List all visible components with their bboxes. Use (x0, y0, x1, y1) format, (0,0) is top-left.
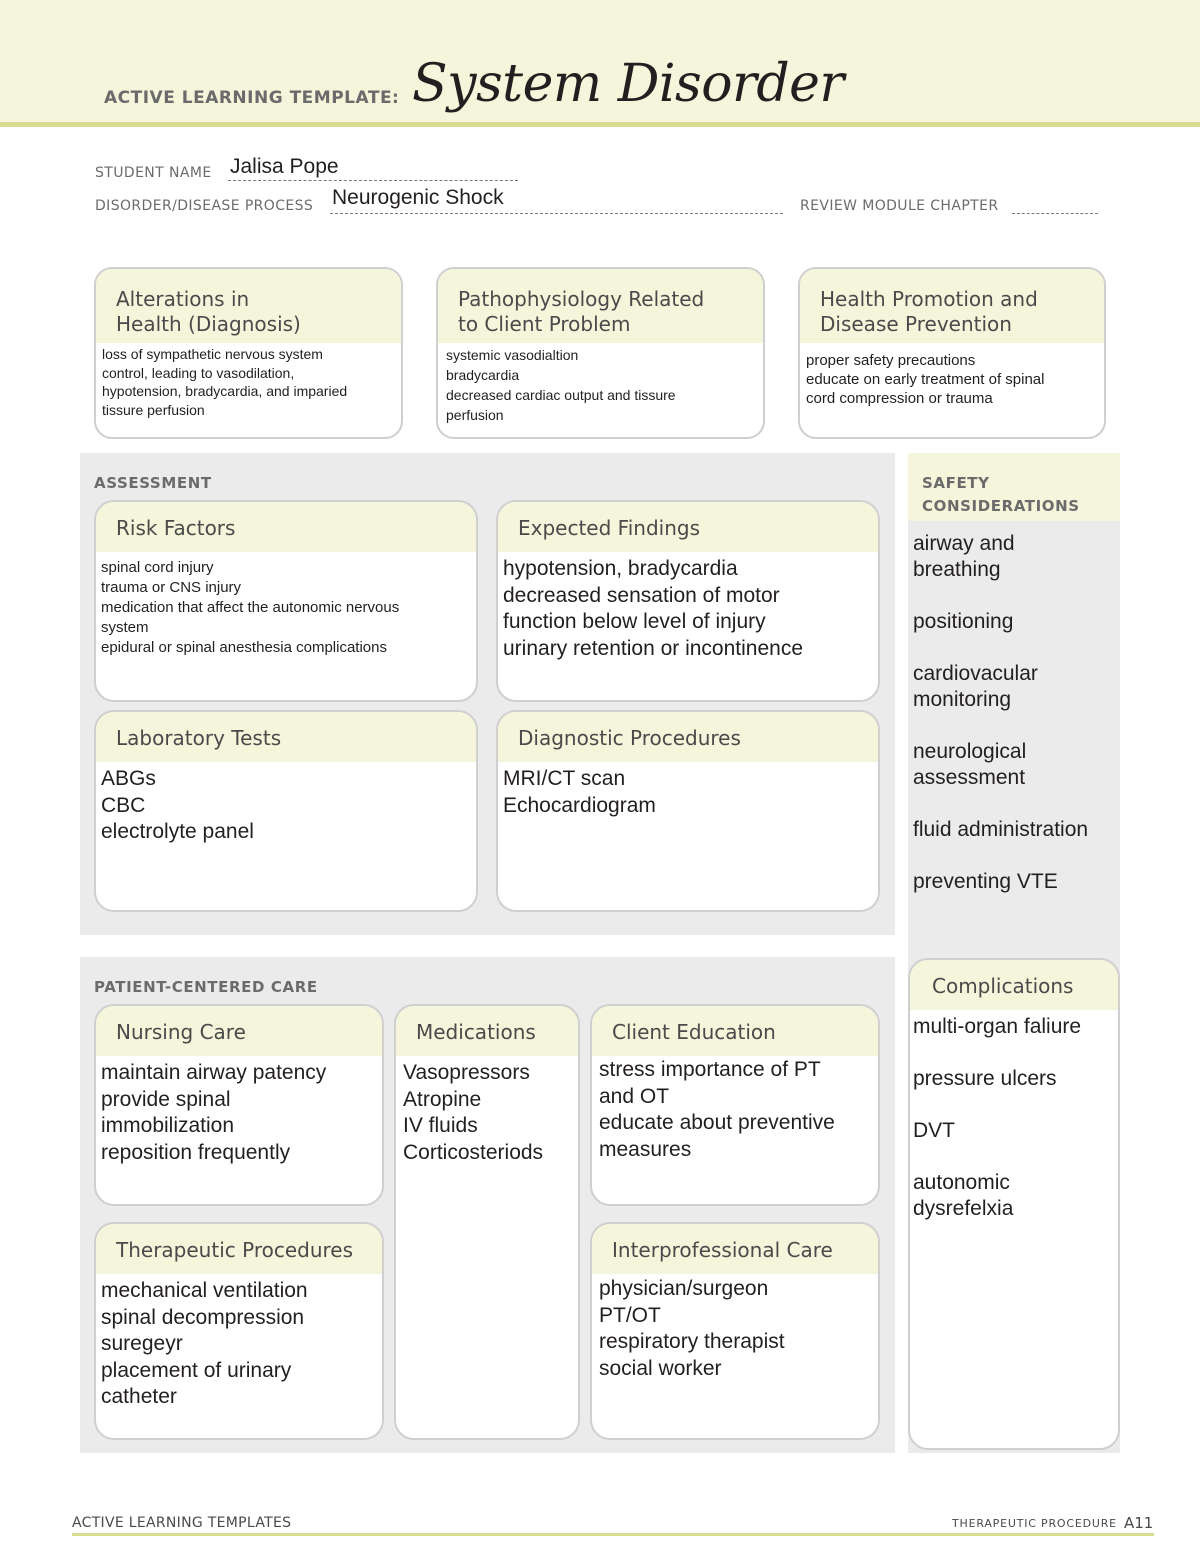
safety-considerations-label: SAFETY CONSIDERATIONS (922, 474, 1080, 515)
patient-centered-care-label: PATIENT-CENTERED CARE (94, 978, 318, 996)
nursing-care-card (94, 1004, 384, 1206)
risk-factors-title: Risk Factors (116, 516, 236, 540)
page-number: A11 (1124, 1514, 1154, 1532)
review-module-field[interactable] (1012, 213, 1098, 214)
medications-title: Medications (416, 1020, 536, 1044)
client-education-header (592, 1006, 878, 1056)
expected-findings-header (498, 502, 878, 552)
template-label: ACTIVE LEARNING TEMPLATE: (104, 88, 400, 108)
laboratory-tests-card (94, 710, 478, 912)
footer-title: ACTIVE LEARNING TEMPLATES (72, 1515, 292, 1531)
laboratory-tests-title: Laboratory Tests (116, 726, 282, 750)
therapeutic-procedures-text[interactable]: mechanical ventilation spinal decompression suregeyr placement of urinary catheter (101, 1279, 308, 1408)
complications-header (910, 960, 1118, 1010)
interprofessional-care-header (592, 1224, 878, 1274)
health-promotion-box (798, 267, 1106, 439)
disorder-underline (330, 213, 783, 214)
interprofessional-care-text[interactable]: physician/surgeon PT/OT respiratory therapist social worker (599, 1277, 785, 1380)
diagnostic-procedures-title: Diagnostic Procedures (518, 726, 741, 750)
interprofessional-care-card (590, 1222, 880, 1440)
disorder-field[interactable]: Neurogenic Shock (332, 186, 504, 209)
pathophysiology-header (438, 269, 763, 343)
nursing-care-header (96, 1006, 382, 1056)
complications-card (908, 958, 1120, 1450)
risk-factors-text[interactable]: spinal cord injury trauma or CNS injury medication that affect the autonomic nervous system epidural or spinal anesthesia complications (101, 559, 400, 656)
pathophysiology-text[interactable]: systemic vasodialtion bradycardia decreased cardiac output and tissure perfusion (446, 347, 676, 423)
therapeutic-procedures-title: Therapeutic Procedures (116, 1238, 354, 1262)
page-title: System Disorder (412, 54, 844, 114)
alterations-in-health-box (94, 267, 403, 439)
assessment-label: ASSESSMENT (94, 474, 212, 492)
footer-divider (72, 1533, 1154, 1536)
medications-text[interactable]: Vasopressors Atropine IV fluids Corticosteriods (403, 1061, 544, 1164)
review-module-label: REVIEW MODULE CHAPTER (800, 198, 999, 214)
risk-factors-header (96, 502, 476, 552)
diagnostic-procedures-card (496, 710, 880, 912)
complications-title: Complications (932, 974, 1074, 998)
diagnostic-procedures-text[interactable]: MRI/CT scan Echocardiogram (503, 767, 656, 817)
client-education-card (590, 1004, 880, 1206)
expected-findings-card (496, 500, 880, 702)
health-promotion-text[interactable]: proper safety precautions educate on early treatment of spinal cord compression or trauma (806, 352, 1045, 407)
expected-findings-title: Expected Findings (518, 516, 700, 540)
diagnostic-procedures-header (498, 712, 878, 762)
alterations-header (96, 269, 401, 343)
laboratory-tests-text[interactable]: ABGs CBC electrolyte panel (101, 767, 254, 843)
risk-factors-card (94, 500, 478, 702)
nursing-care-text[interactable]: maintain airway patency provide spinal immobilization reposition frequently (101, 1061, 327, 1164)
medications-header (396, 1006, 578, 1056)
alterations-text[interactable]: loss of sympathetic nervous system control, leading to vasodilation, hypotension, bradycardia, and imparied tissure perfusion (102, 346, 348, 418)
safety-considerations-text[interactable]: airway and breathing positioning cardiovacular monitoring neurological assessment fluid administration preventing VTE (913, 532, 1089, 893)
student-name-underline (228, 180, 518, 181)
header-divider (0, 122, 1200, 127)
alterations-title: Alterations in Health (Diagnosis) (116, 287, 301, 336)
student-name-field[interactable]: Jalisa Pope (230, 155, 339, 178)
client-education-text[interactable]: stress importance of PT and OT educate about preventive measures (599, 1058, 835, 1161)
student-name-label: STUDENT NAME (95, 165, 212, 181)
medications-card (394, 1004, 580, 1440)
footer-section: THERAPEUTIC PROCEDURE (952, 1517, 1117, 1530)
health-promotion-header (800, 269, 1104, 343)
nursing-care-title: Nursing Care (116, 1020, 246, 1044)
pathophysiology-title: Pathophysiology Related to Client Problem (458, 287, 705, 336)
interprofessional-care-title: Interprofessional Care (612, 1238, 833, 1262)
laboratory-tests-header (96, 712, 476, 762)
therapeutic-procedures-card (94, 1222, 384, 1440)
expected-findings-text[interactable]: hypotension, bradycardia decreased sensation of motor function below level of injury urinary retention or incontinence (503, 557, 804, 660)
pathophysiology-box (436, 267, 765, 439)
health-promotion-title: Health Promotion and Disease Prevention (820, 287, 1038, 336)
disorder-label: DISORDER/DISEASE PROCESS (95, 198, 314, 214)
client-education-title: Client Education (612, 1020, 776, 1044)
complications-text[interactable]: multi-organ faliure pressure ulcers DVT autonomic dysrefelxia (913, 1015, 1082, 1220)
therapeutic-procedures-header (96, 1224, 382, 1274)
